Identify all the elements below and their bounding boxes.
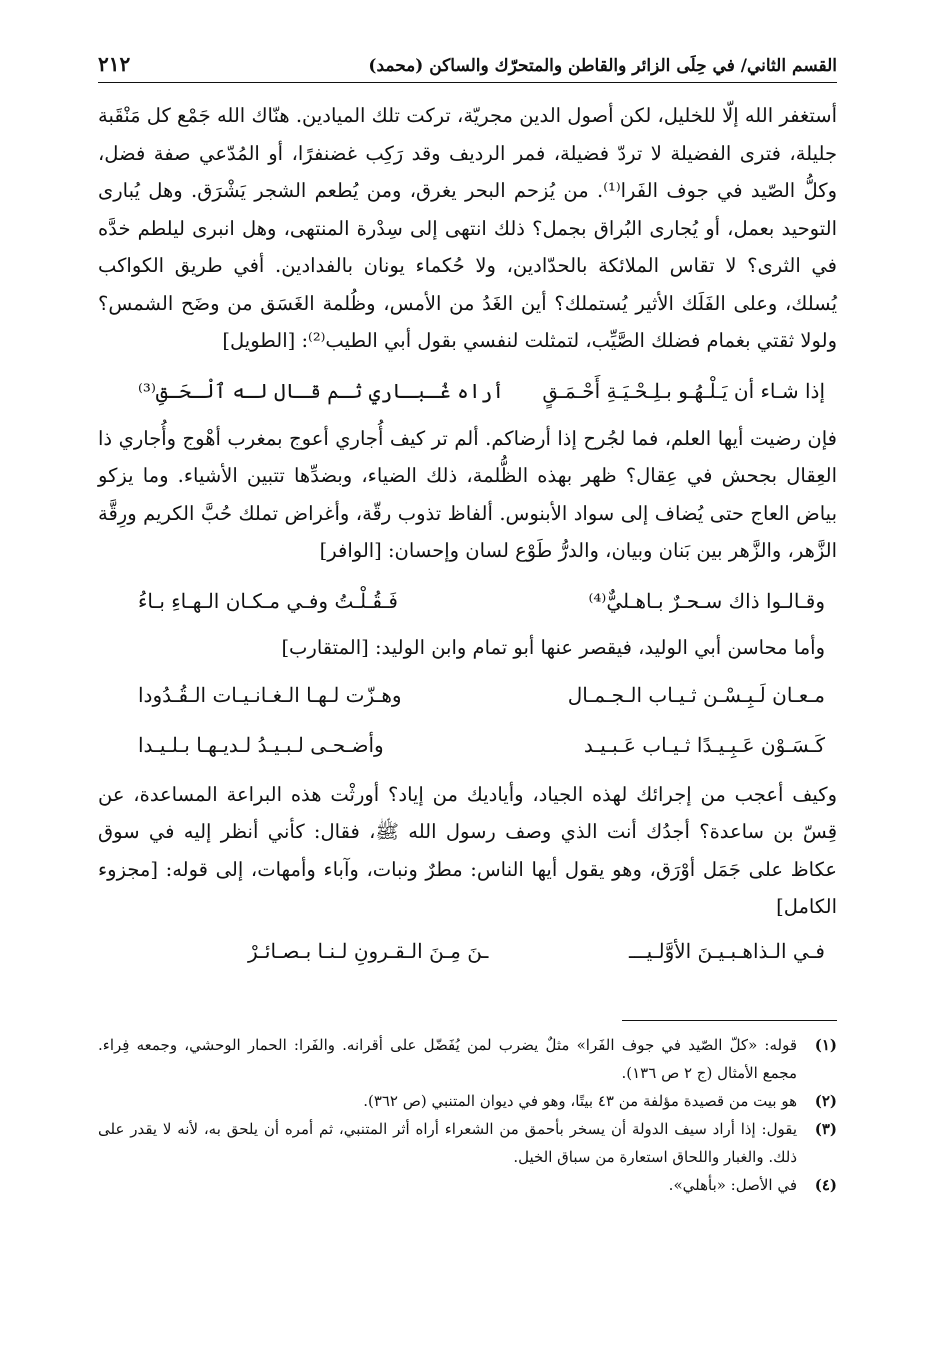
verse-introduction: وأما محاسن أبي الوليد، فيقصر عنها أبو تمام وابن الوليد: [المتقارب]	[281, 635, 825, 659]
footnotes	[98, 1031, 837, 1199]
text-line: أو المُدّعي صفة فضل، وكلُّ الصّيد في جوف الفَرا⁽¹⁾. من يُزحم البحر يغرق، ومن	[98, 141, 837, 202]
text-line: طَوْع لسان وإحسان: [الوافر]	[319, 539, 553, 562]
verse-2	[98, 576, 837, 626]
footnote-number: (١)	[814, 1035, 837, 1054]
verse-hemistich-second: وهـزّت لـهـا الـغـانـيـات الـقُـدُودا	[138, 682, 402, 707]
verse-hemistich-first: إذا شـاء أن يَـلْـهُـو بـلِـحْـيَـةِ أَحْـمَـقٍ	[542, 378, 825, 403]
text-line: إلى سِدْرة المنتهى، وهل انبرى ليلطم خدَّه في الثرى؟ لا تقاس الملائكة بالحدّادين،	[98, 216, 838, 277]
verse-4	[98, 926, 837, 976]
verse-hemistich-second: أراه غُـبـاري ثـم قـال لـه ٱلْـحَـقِ⁽³⁾	[138, 378, 505, 403]
text-line: وأمهات، إلى قوله: [مجزوء الكامل]	[98, 857, 837, 918]
text-line: بمغرب أهْوج وأُجاري ذا العِقال بجحش في عِقال؟ ظهر بهذه الظُّلمة، ذلك الضياء،	[98, 426, 837, 487]
footnote-separator	[622, 1020, 837, 1021]
running-header	[98, 52, 837, 83]
paragraph-1	[98, 97, 837, 360]
text-line: ولا حُكماء يونان بالفدادين. أفي طريق الكواكب يُسلك، وعلى الفَلَك الأثير	[98, 254, 837, 315]
footnote-number: (٢)	[814, 1091, 837, 1110]
verse-hemistich-first: مـعـان لَـبِـسْـن ثـيـاب الـجـمـال	[567, 682, 825, 707]
footnote-number: (٣)	[814, 1119, 837, 1138]
verse-hemistich-first: كَـسَـوْن عَـبِـيـدًا ثـيـاب عَـبـيـد	[583, 732, 825, 757]
text-line: أنظر إليه في سوق عكاظ على جَمَل أوْرَق، وهو يقول أيها الناس: مطرٌ ونبات، وآباء	[98, 820, 837, 881]
text-line: فإن رضيت أيها العلم، فما لجُرح إذا أرضاكم. ألم تر كيف أُجاري أعوج	[289, 426, 837, 450]
text-line: وبضدِّها تتبين الأشياء. وما يزكو بياض العاج حتى يُضاف إلى سواد الأبنوس. ألفاظ	[98, 464, 837, 525]
footnote	[98, 1031, 837, 1087]
text-line: أستغفر الله إلّا للخليل، لكن أصول الدين مجريّة، تركت تلك الميادين. هنّاك الله	[216, 104, 838, 127]
footnote	[98, 1171, 837, 1199]
verse-3a	[98, 670, 837, 720]
text-line: تذوب رقّة، وأغراض تملك حُبَّ الكريم ورِقَّة الزَّهر، والزَّهر بين بَنان وبيان، والدرُّ	[98, 501, 837, 562]
verse-hemistich-first: فـي الـذاهـبـيـنَ الأوَّلـيـــ	[629, 938, 825, 963]
text-line: فضلك الصَّيِّب، لتمثلت لنفسي بقول أبي الطيب⁽²⁾: [الطويل]	[222, 329, 701, 352]
text-line: وكيف أعجب من إجرائك لهذه الجياد، وأياديك من إياد؟ أورثْت هذه البراعة	[226, 782, 837, 806]
verse-hemistich-second: فَـقُـلْـتُ وفـي مـكـان الـهـاءِ بـاءُ	[138, 588, 398, 613]
text-line: المساعدة، عن قِسّ بن ساعدة؟ أجدُك أنت الذي وصف رسول الله ﷺ، فقال: كأني	[98, 782, 838, 843]
text-line: يُطعم الشجر يَشْرَق. وهل يُبارى التوحيد بعمل، أو يُجارى البُراق بجمل؟ ذلك انتهى	[98, 179, 837, 240]
page-number: ٢١٢	[98, 52, 131, 76]
footnote	[98, 1115, 837, 1171]
verse-1	[98, 366, 837, 416]
footnote-text: هو بيت من قصيدة مؤلفة من ٤٣ بيتًا، وهو في ديوان المتنبي (ص ٣٦٢).	[363, 1091, 797, 1110]
verse-hemistich-first: وقـالـوا ذاك سـحـرٌ بـاهـليٌّ⁽⁴⁾	[588, 588, 825, 613]
verse-3b	[98, 720, 837, 770]
paragraph-2	[98, 420, 837, 570]
header-title: القسم الثاني/ في حِلَى الزائر والقاطن والمتحرّك والساكن (محمد)	[368, 56, 837, 76]
text-line: جَمْع كل مَنْقَبة جليلة، فترى الفضيلة لا تردّ فضيلة، فمر الرديف وقد رَكِب غضنفرًا،	[98, 104, 838, 165]
footnote-text: قوله: «كلّ الصّيد في جوف الفَرا» مثلٌ يضرب لمن يُفَضّل على أقرانه. والفَرا: الحمار الوحشي، وجمعه فِراء. مجمع الأمثال (ج ٢ ص ١٣٦).	[98, 1035, 797, 1082]
footnote-text: في الأصل: «بأهلي».	[668, 1175, 797, 1194]
footnote-number: (٤)	[814, 1175, 837, 1194]
verse-hemistich-second: وأضـحـى لـبـيـدُ لـديـهـا بـلـيـدا	[138, 732, 384, 757]
text-line: يُستملك؟ أين الغَدُ من الأمس، وظُلمة الغَسَق من وضَح الشمس؟ ولولا ثقتي بغمام	[98, 291, 837, 352]
paragraph-3	[98, 776, 837, 926]
footnote	[98, 1087, 837, 1115]
verse-hemistich-second: ـنَ مِـنَ الـقـرونِ لـنـا بـصـائـرْ	[248, 938, 489, 963]
footnote-text: يقول: إذا أراد سيف الدولة أن يسخر بأحمق من الشعراء أراه أثر المتنبي، ثم أمره أن يلحق به، لأنه لا يقدر على ذلك. والغبار واللحاق استعارة من سباق الخيل.	[98, 1119, 797, 1166]
